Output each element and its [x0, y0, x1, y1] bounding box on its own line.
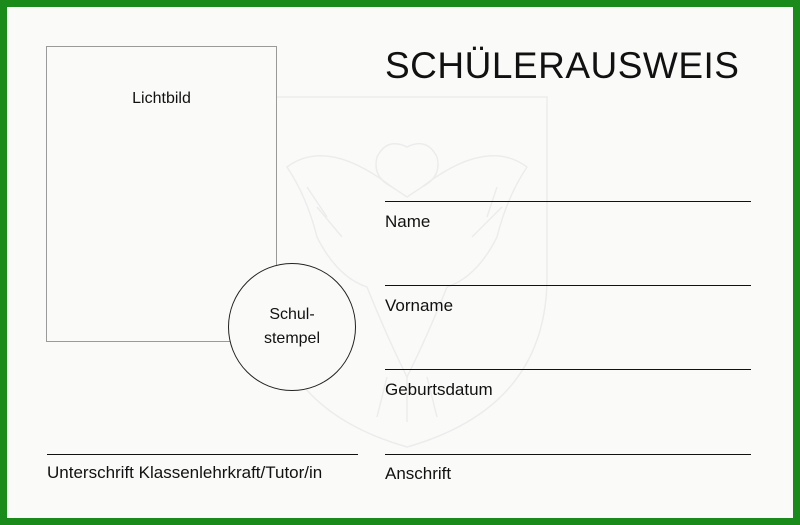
photo-label: Lichtbild: [132, 90, 191, 107]
stamp-label: [264, 303, 320, 351]
stamp-label-line2: stempel: [263, 330, 321, 347]
first-name-line: [385, 285, 751, 286]
name-label: Name: [385, 212, 431, 231]
name-line: [385, 201, 751, 202]
birthdate-line: [385, 369, 751, 370]
first-name-label: Vorname: [385, 296, 454, 315]
school-stamp-circle: [228, 263, 356, 391]
stamp-label-line1: Schul-: [269, 306, 315, 323]
address-label: Anschrift: [385, 464, 452, 483]
card-title: SCHÜLERAUSWEIS: [385, 45, 740, 86]
birthdate-label: Geburtsdatum: [385, 380, 493, 399]
signature-line: [47, 454, 358, 455]
address-line: [385, 454, 751, 455]
signature-label: Unterschrift Klassenlehrkraft/Tutor/in: [47, 463, 323, 482]
